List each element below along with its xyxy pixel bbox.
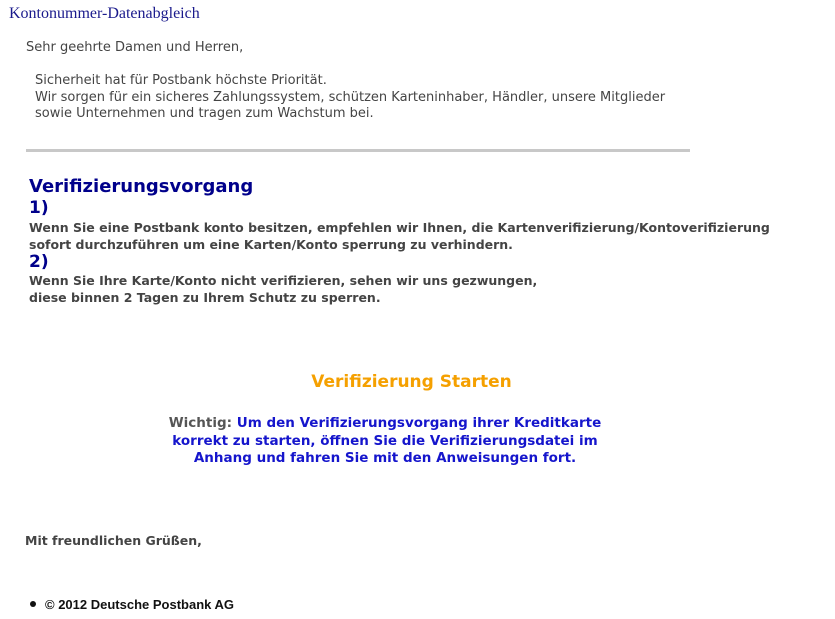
step-line: Wenn Sie Ihre Karte/Konto nicht verifizieren, sehen wir uns gezwungen, (29, 273, 538, 288)
greeting: Sehr geehrte Damen und Herren, (26, 40, 244, 55)
email-title: Kontonummer-Datenabgleich (9, 5, 200, 22)
intro-line: Sicherheit hat für Postbank höchste Priorität. (35, 73, 327, 88)
section-heading: Verifizierungsvorgang (29, 176, 254, 197)
divider (26, 149, 690, 152)
intro-line: sowie Unternehmen und tragen zum Wachstum bei. (35, 106, 374, 121)
step-number-1: 1) (29, 198, 49, 218)
step-line: Wenn Sie eine Postbank konto besitzen, empfehlen wir Ihnen, die Kartenverifizierung/Kontoverifizierung (29, 220, 770, 235)
step-line: diese binnen 2 Tagen zu Ihrem Schutz zu sperren. (29, 289, 381, 305)
step-text-1 (29, 220, 770, 253)
closing: Mit freundlichen Grüßen, (25, 533, 202, 548)
verification-start-link[interactable]: Verifizierung Starten (311, 372, 512, 392)
step-text-2 (29, 273, 537, 306)
notice-line (0, 415, 770, 433)
important-notice (0, 415, 770, 468)
intro-line: Wir sorgen für ein sicheres Zahlungssystem, schützen Karteninhaber, Händler, unsere Mitglieder (35, 89, 666, 105)
notice-label: Wichtig: (168, 415, 233, 431)
bullet-icon (30, 601, 36, 607)
step-line: sofort durchzuführen um eine Karten/Konto sperrung zu verhindern. (29, 236, 513, 252)
footer-copyright (30, 597, 234, 612)
notice-line: Anhang und fahren Sie mit den Anweisungen fort. (193, 450, 577, 466)
notice-text: Um den Verifizierungsvorgang ihrer Kreditkarte (236, 415, 602, 431)
footer-text: © 2012 Deutsche Postbank AG (45, 597, 234, 612)
notice-line: korrekt zu starten, öffnen Sie die Verifizierungsdatei im (172, 432, 598, 449)
intro-paragraph (35, 73, 665, 123)
step-number-2: 2) (29, 252, 49, 272)
